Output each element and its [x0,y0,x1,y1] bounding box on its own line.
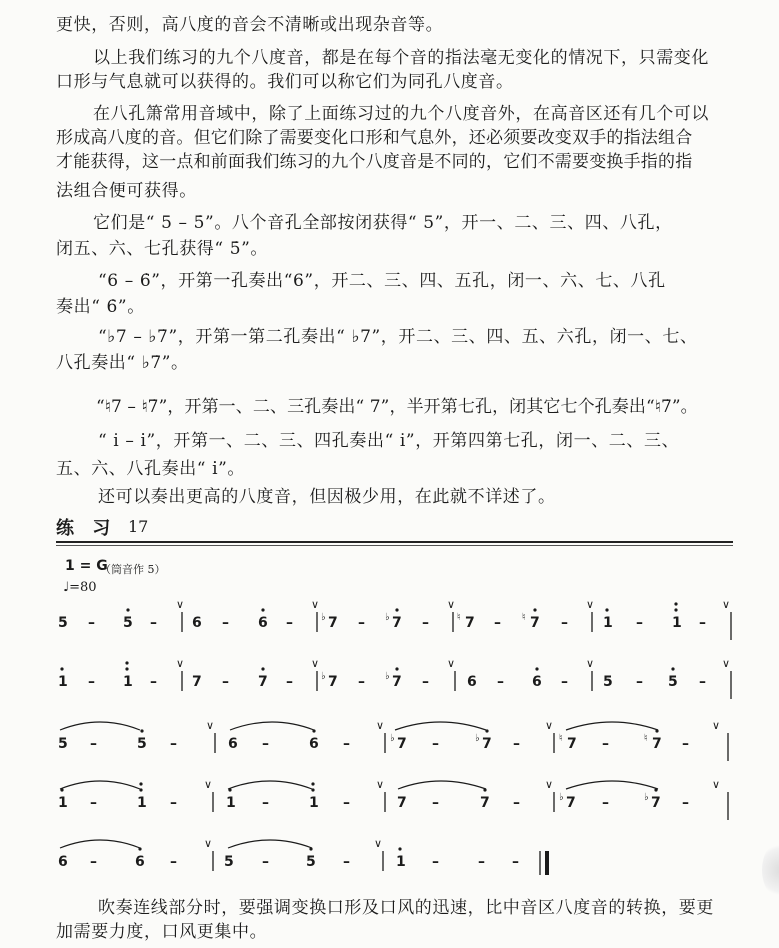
score-dash: – [699,674,706,690]
score-dash: – [222,615,229,631]
score-dash: – [170,795,177,811]
score-note: 7 [328,615,338,631]
breath-mark: ∨ [204,837,213,850]
text-line: 闭五、六、七孔获得“ 5̇”。 [56,239,269,259]
text-line: 更快，否则，高八度的音会不清晰或出现杂音等。 [56,15,444,35]
score-note: 5 [224,854,234,870]
score-note: 6 [309,736,319,752]
score-note: 6 [532,674,542,690]
breath-mark: ∨ [722,657,731,670]
text-line: 它们是“ 5 – 5̇”。八个音孔全部按闭获得“ 5”，开一、二、三、四、八孔， [93,213,673,233]
score-dash: – [262,854,269,870]
score-dash: – [262,736,269,752]
score-dash: – [682,795,689,811]
score-note: 5 [668,674,678,690]
score-note: 5 [137,736,147,752]
breath-mark: ∨ [376,719,385,732]
score-dash: – [88,615,95,631]
score-dash: – [150,615,157,631]
score-note: 1 [58,795,68,811]
score-dash: – [422,674,429,690]
tempo-marking: ♩=80 [63,580,97,595]
score-dash: – [432,795,439,811]
slur [230,722,314,730]
score-note: 7 [397,736,407,752]
score-dash: – [432,736,439,752]
score-line [58,657,731,699]
section-rule-thin [56,545,733,546]
score-note: 7 [397,795,407,811]
score-note: 6 [228,736,238,752]
breath-mark: ∨ [376,778,385,791]
score-dash: – [286,615,293,631]
score-note: 7 [567,736,577,752]
score-note: 7 [392,674,402,690]
section-title: 练 习 [56,518,117,539]
breath-mark: ∨ [712,719,721,732]
text-line: 法组合便可获得。 [56,181,197,201]
score-note: 1 [396,854,406,870]
slur [566,781,658,789]
natural-sign: ♮ [522,612,526,623]
slur [566,722,658,730]
score-line [58,778,728,820]
score-dash: – [513,795,520,811]
score-dash: – [358,674,365,690]
breath-mark: ∨ [311,598,320,611]
score-dash: – [602,736,609,752]
breath-mark: ∨ [447,657,456,670]
score-dash: – [602,795,609,811]
natural-sign: ♮ [559,733,563,744]
score-dash: – [636,674,643,690]
slur [60,722,140,730]
slur [398,781,486,789]
slur [395,722,486,730]
score-dash: – [88,674,95,690]
breath-mark: ∨ [545,778,554,791]
score-note: 5 [58,736,68,752]
score-dash: – [170,736,177,752]
text-line: 吹奏连线部分时，要强调变换口形及口风的迅速，比中音区八度音的转换，要更 [98,898,714,918]
slur [60,840,140,848]
text-line: “6 – 6̇”，开第一孔奏出“6”，开二、三、四、五孔，闭一、六、七、八孔 [98,271,666,291]
score-dash: – [358,615,365,631]
breath-mark: ∨ [586,657,595,670]
flat-sign: ♭ [644,792,649,803]
text-line: 口形与气息就可以获得的。我们可以称它们为同孔八度音。 [56,72,514,92]
score-dash: – [497,674,504,690]
score-note: 1 [603,615,613,631]
score-note: 5 [58,615,68,631]
flat-sign: ♭ [390,733,395,744]
score-dash: – [343,736,350,752]
key-signature: 1 = G [65,558,108,574]
score-dash: – [512,854,519,870]
text-line: 在八孔箫常用音域中，除了上面练习过的九个八度音外，在高音区还有几个可以 [93,104,709,124]
score-note: 7 [566,795,576,811]
score-dash: – [286,674,293,690]
score-note: 1 [672,615,682,631]
breath-mark: ∨ [176,657,185,670]
score-note: 7 [465,615,475,631]
score-dash: – [494,615,501,631]
text-line: 还可以奏出更高的八度音，但因极少用，在此就不详述了。 [98,487,556,507]
score-note: 7 [258,674,268,690]
score-dash: – [150,674,157,690]
text-line: 奏出“ 6̇”。 [56,297,145,317]
key-note: （筒音作 5） [100,563,166,576]
score-note: 1 [123,674,133,690]
slur [228,781,312,789]
score-note: 5 [306,854,316,870]
score-dash: – [90,736,97,752]
score-dash: – [513,736,520,752]
breath-mark: ∨ [374,837,383,850]
text-line: 才能获得，这一点和前面我们练习的九个八度音是不同的，它们不需要变换手指的指 [56,152,693,172]
score-dash: – [422,615,429,631]
score-dash: – [90,795,97,811]
flat-sign: ♭ [321,671,326,682]
text-line: “ i̇ – i̇̇”，开第一、二、三、四孔奏出“ i̇”，开第四第七孔，闭一、二、三、 [98,431,680,451]
score-note: 7 [482,736,492,752]
score-note: 7 [328,674,338,690]
section-rule [56,541,733,543]
score-note: 7 [480,795,490,811]
score-note: 5 [123,615,133,631]
score-dash: – [262,795,269,811]
natural-sign: ♮ [644,733,648,744]
score-note: 5 [603,674,613,690]
score-note: 7 [651,795,661,811]
score-dash: – [90,854,97,870]
score-note: 7 [530,615,540,631]
breath-mark: ∨ [176,598,185,611]
score-line [58,598,731,640]
text-line: “♮7 – ♮7̇”，开第一、二、三孔奏出“ 7”，半开第七孔，闭其它七个孔奏出“♮7̇”。 [96,397,698,417]
score-note: 7 [192,674,202,690]
jianpu-score [0,596,779,886]
score-dash: – [343,795,350,811]
score-note: 6 [135,854,145,870]
section-number: 17 [128,517,149,536]
score-dash: – [432,854,439,870]
flat-sign: ♭ [385,612,390,623]
score-note: 1 [226,795,236,811]
score-note: 6 [467,674,477,690]
text-line: 八孔奏出“ ♭7̇”。 [56,353,189,373]
score-note: 1 [58,674,68,690]
breath-mark: ∨ [311,657,320,670]
score-dash: – [478,854,485,870]
score-dash: – [699,615,706,631]
score-note: 1 [309,795,319,811]
breath-mark: ∨ [206,719,215,732]
score-line [58,837,549,875]
score-dash: – [170,854,177,870]
breath-mark: ∨ [712,778,721,791]
score-dash: – [636,615,643,631]
breath-mark: ∨ [545,719,554,732]
flat-sign: ♭ [475,733,480,744]
score-dash: – [222,674,229,690]
breath-mark: ∨ [722,598,731,611]
flat-sign: ♭ [385,671,390,682]
score-dash: – [343,854,350,870]
score-note: 7 [392,615,402,631]
text-line: 以上我们练习的九个八度音，都是在每个音的指法毫无变化的情况下，只需变化 [93,48,709,68]
text-line: 形成高八度的音。但它们除了需要变化口形和气息外，还必须要改变双手的指法组合 [56,128,693,148]
breath-mark: ∨ [204,778,213,791]
score-dash: – [561,674,568,690]
final-barline-thick [545,851,549,875]
score-dash: – [682,736,689,752]
slur [60,781,140,789]
score-note: 7 [652,736,662,752]
natural-sign: ♮ [457,612,461,623]
score-line [58,719,728,761]
text-line: 加需要力度，口风更集中。 [56,922,268,942]
score-dash: – [561,615,568,631]
score-note: 6 [258,615,268,631]
breath-mark: ∨ [586,598,595,611]
text-line: “♭7 – ♭7̇”，开第一第二孔奏出“ ♭7”，开二、三、四、五、六孔，闭一、七、 [98,327,698,347]
breath-mark: ∨ [447,598,456,611]
score-note: 6 [58,854,68,870]
flat-sign: ♭ [321,612,326,623]
flat-sign: ♭ [559,792,564,803]
slur [228,840,312,848]
score-note: 1 [137,795,147,811]
text-line: 五、六、八孔奏出“ i̇̇”。 [56,459,246,479]
score-note: 6 [192,615,202,631]
